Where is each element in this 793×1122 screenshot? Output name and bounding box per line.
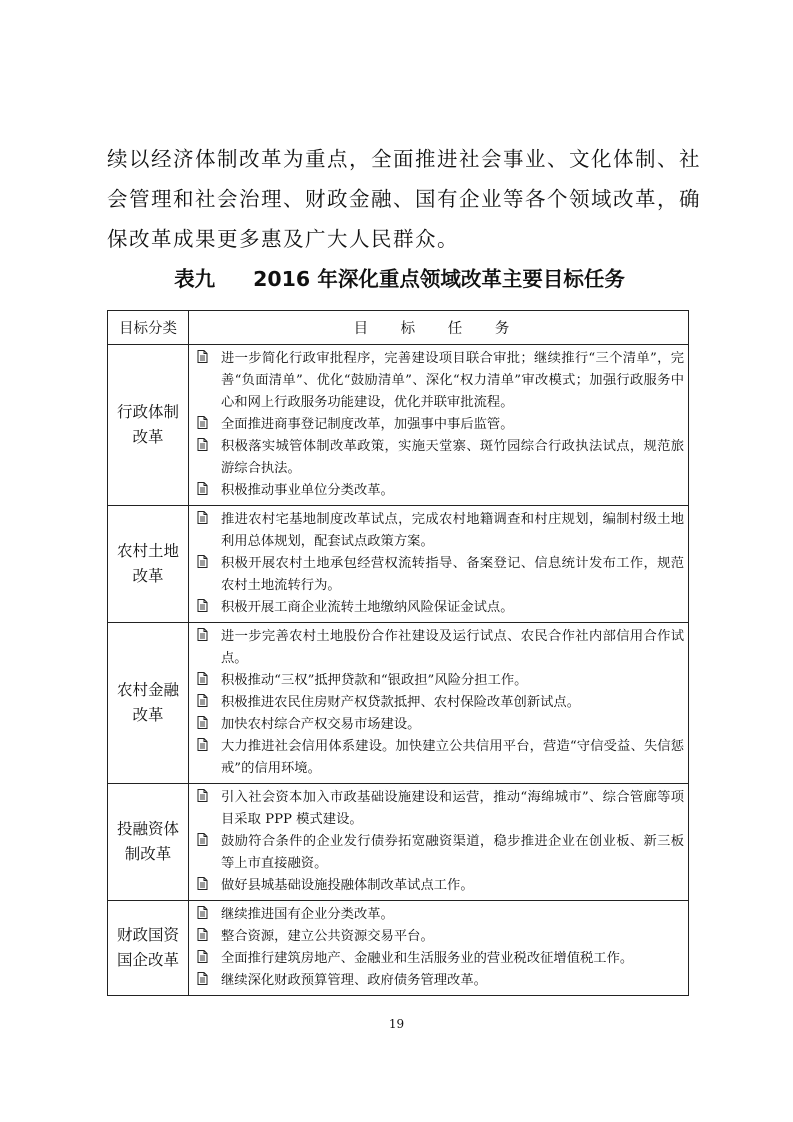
task-text: 进一步完善农村土地股份合作社建设及运行试点、农民合作社内部信用合作试点。 (221, 629, 684, 666)
category-label-line: 投融资体 (116, 820, 179, 838)
document-icon (197, 904, 221, 926)
tasks-cell (189, 506, 689, 623)
category-cell (108, 901, 189, 996)
document-icon (197, 875, 221, 897)
task-item (197, 948, 684, 970)
task-item (197, 597, 684, 619)
header-tasks: 目 标 任 务 (189, 311, 689, 345)
document-icon (197, 626, 221, 670)
task-item (197, 714, 684, 736)
reform-targets-table (107, 310, 689, 996)
task-item (197, 348, 684, 414)
task-text: 继续深化财政预算管理、政府债务管理改革。 (221, 973, 487, 988)
page-number: 19 (388, 1017, 405, 1031)
task-text: 大力推进社会信用体系建设。加快建立公共信用平台，营造“守信受益、失信惩戒”的信用环境。 (221, 739, 684, 776)
document-icon (197, 787, 221, 831)
intro-line: 会管理和社会治理、财政金融、国有企业等各个领域改革，确 (107, 187, 701, 211)
category-label-line: 改革 (132, 706, 164, 724)
task-item (197, 831, 684, 875)
category-label-line: 农村金融 (116, 681, 179, 699)
document-icon (197, 348, 221, 414)
task-text: 进一步简化行政审批程序，完善建设项目联合审批；继续推行“三个清单”，完善“负面清单”、优化“鼓励清单”、深化“权力清单”审改模式；加强行政服务中心和网上行政服务功能建设，优化并联审批流程。 (221, 351, 684, 410)
task-item (197, 787, 684, 831)
task-text: 积极推动事业单位分类改革。 (221, 483, 394, 498)
task-item (197, 414, 684, 436)
table-number: 表九 (174, 267, 216, 291)
task-text: 鼓励符合条件的企业发行债券拓宽融资渠道，稳步推进企业在创业板、新三板等上市直接融资。 (221, 834, 684, 871)
table-header-row (108, 311, 689, 345)
category-cell (108, 623, 189, 784)
category-label-line: 改革 (132, 567, 164, 585)
task-text: 加快农村综合产权交易市场建设。 (221, 717, 421, 732)
tasks-cell (189, 623, 689, 784)
table-row (108, 345, 689, 506)
task-text: 积极推动“三权”抵押贷款和“银政担”风险分担工作。 (221, 673, 528, 688)
tasks-cell (189, 784, 689, 901)
document-icon (197, 509, 221, 553)
intro-line: 续以经济体制改革为重点，全面推进社会事业、文化体制、社 (107, 147, 701, 171)
task-item (197, 670, 684, 692)
task-text: 积极推进农民住房财产权贷款抵押、农村保险改革创新试点。 (221, 695, 581, 710)
task-item (197, 480, 684, 502)
category-label-line: 改革 (132, 428, 164, 446)
document-icon (197, 970, 221, 992)
task-text: 引入社会资本加入市政基础设施建设和运营，推动“海绵城市”、综合管廊等项目采取 PPP 模式建设。 (221, 790, 684, 827)
table-row (108, 623, 689, 784)
task-item (197, 509, 684, 553)
category-label-line: 财政国资 (116, 926, 179, 944)
document-icon (197, 480, 221, 502)
table-row (108, 784, 689, 901)
task-text: 全面推行建筑房地产、金融业和生活服务业的营业税改征增值税工作。 (221, 951, 634, 966)
category-cell (108, 506, 189, 623)
document-icon (197, 692, 221, 714)
document-icon (197, 714, 221, 736)
table-title (107, 262, 692, 292)
task-text: 整合资源，建立公共资源交易平台。 (221, 929, 434, 944)
task-text: 积极落实城管体制改革政策，实施天堂寨、斑竹园综合行政执法试点，规范旅游综合执法。 (221, 439, 684, 476)
document-icon (197, 553, 221, 597)
category-cell (108, 345, 189, 506)
document-icon (197, 436, 221, 480)
tasks-cell (189, 901, 689, 996)
category-label-line: 制改革 (124, 845, 172, 863)
table-row (108, 506, 689, 623)
document-icon (197, 831, 221, 875)
document-icon (197, 926, 221, 948)
task-text: 推进农村宅基地制度改革试点，完成农村地籍调查和村庄规划，编制村级土地利用总体规划，配套试点政策方案。 (221, 512, 684, 549)
category-cell (108, 784, 189, 901)
table-body (108, 345, 689, 996)
task-text: 继续推进国有企业分类改革。 (221, 907, 394, 922)
task-item (197, 736, 684, 780)
task-text: 全面推进商事登记制度改革，加强事中事后监管。 (221, 417, 514, 432)
task-item (197, 875, 684, 897)
task-item (197, 970, 684, 992)
tasks-cell (189, 345, 689, 506)
document-icon (197, 736, 221, 780)
task-text: 积极开展工商企业流转土地缴纳风险保证金试点。 (221, 600, 514, 615)
document-icon (197, 414, 221, 436)
header-category: 目标分类 (108, 311, 189, 345)
intro-paragraph (107, 139, 701, 259)
task-text: 积极开展农村土地承包经营权流转指导、备案登记、信息统计发布工作，规范农村土地流转行为。 (221, 556, 684, 593)
intro-line: 保改革成果更多惠及广大人民群众。 (107, 227, 459, 251)
task-item (197, 626, 684, 670)
task-item (197, 926, 684, 948)
document-icon (197, 948, 221, 970)
task-text: 做好县城基础设施投融体制改革试点工作。 (221, 878, 474, 893)
document-icon (197, 597, 221, 619)
task-item (197, 904, 684, 926)
category-label-line: 农村土地 (116, 542, 179, 560)
category-label-line: 行政体制 (116, 403, 179, 421)
document-icon (197, 670, 221, 692)
task-item (197, 553, 684, 597)
table-title-text: 2016 年深化重点领域改革主要目标任务 (253, 267, 625, 291)
task-item (197, 436, 684, 480)
table-row (108, 901, 689, 996)
category-label-line: 国企改革 (116, 951, 179, 969)
task-item (197, 692, 684, 714)
